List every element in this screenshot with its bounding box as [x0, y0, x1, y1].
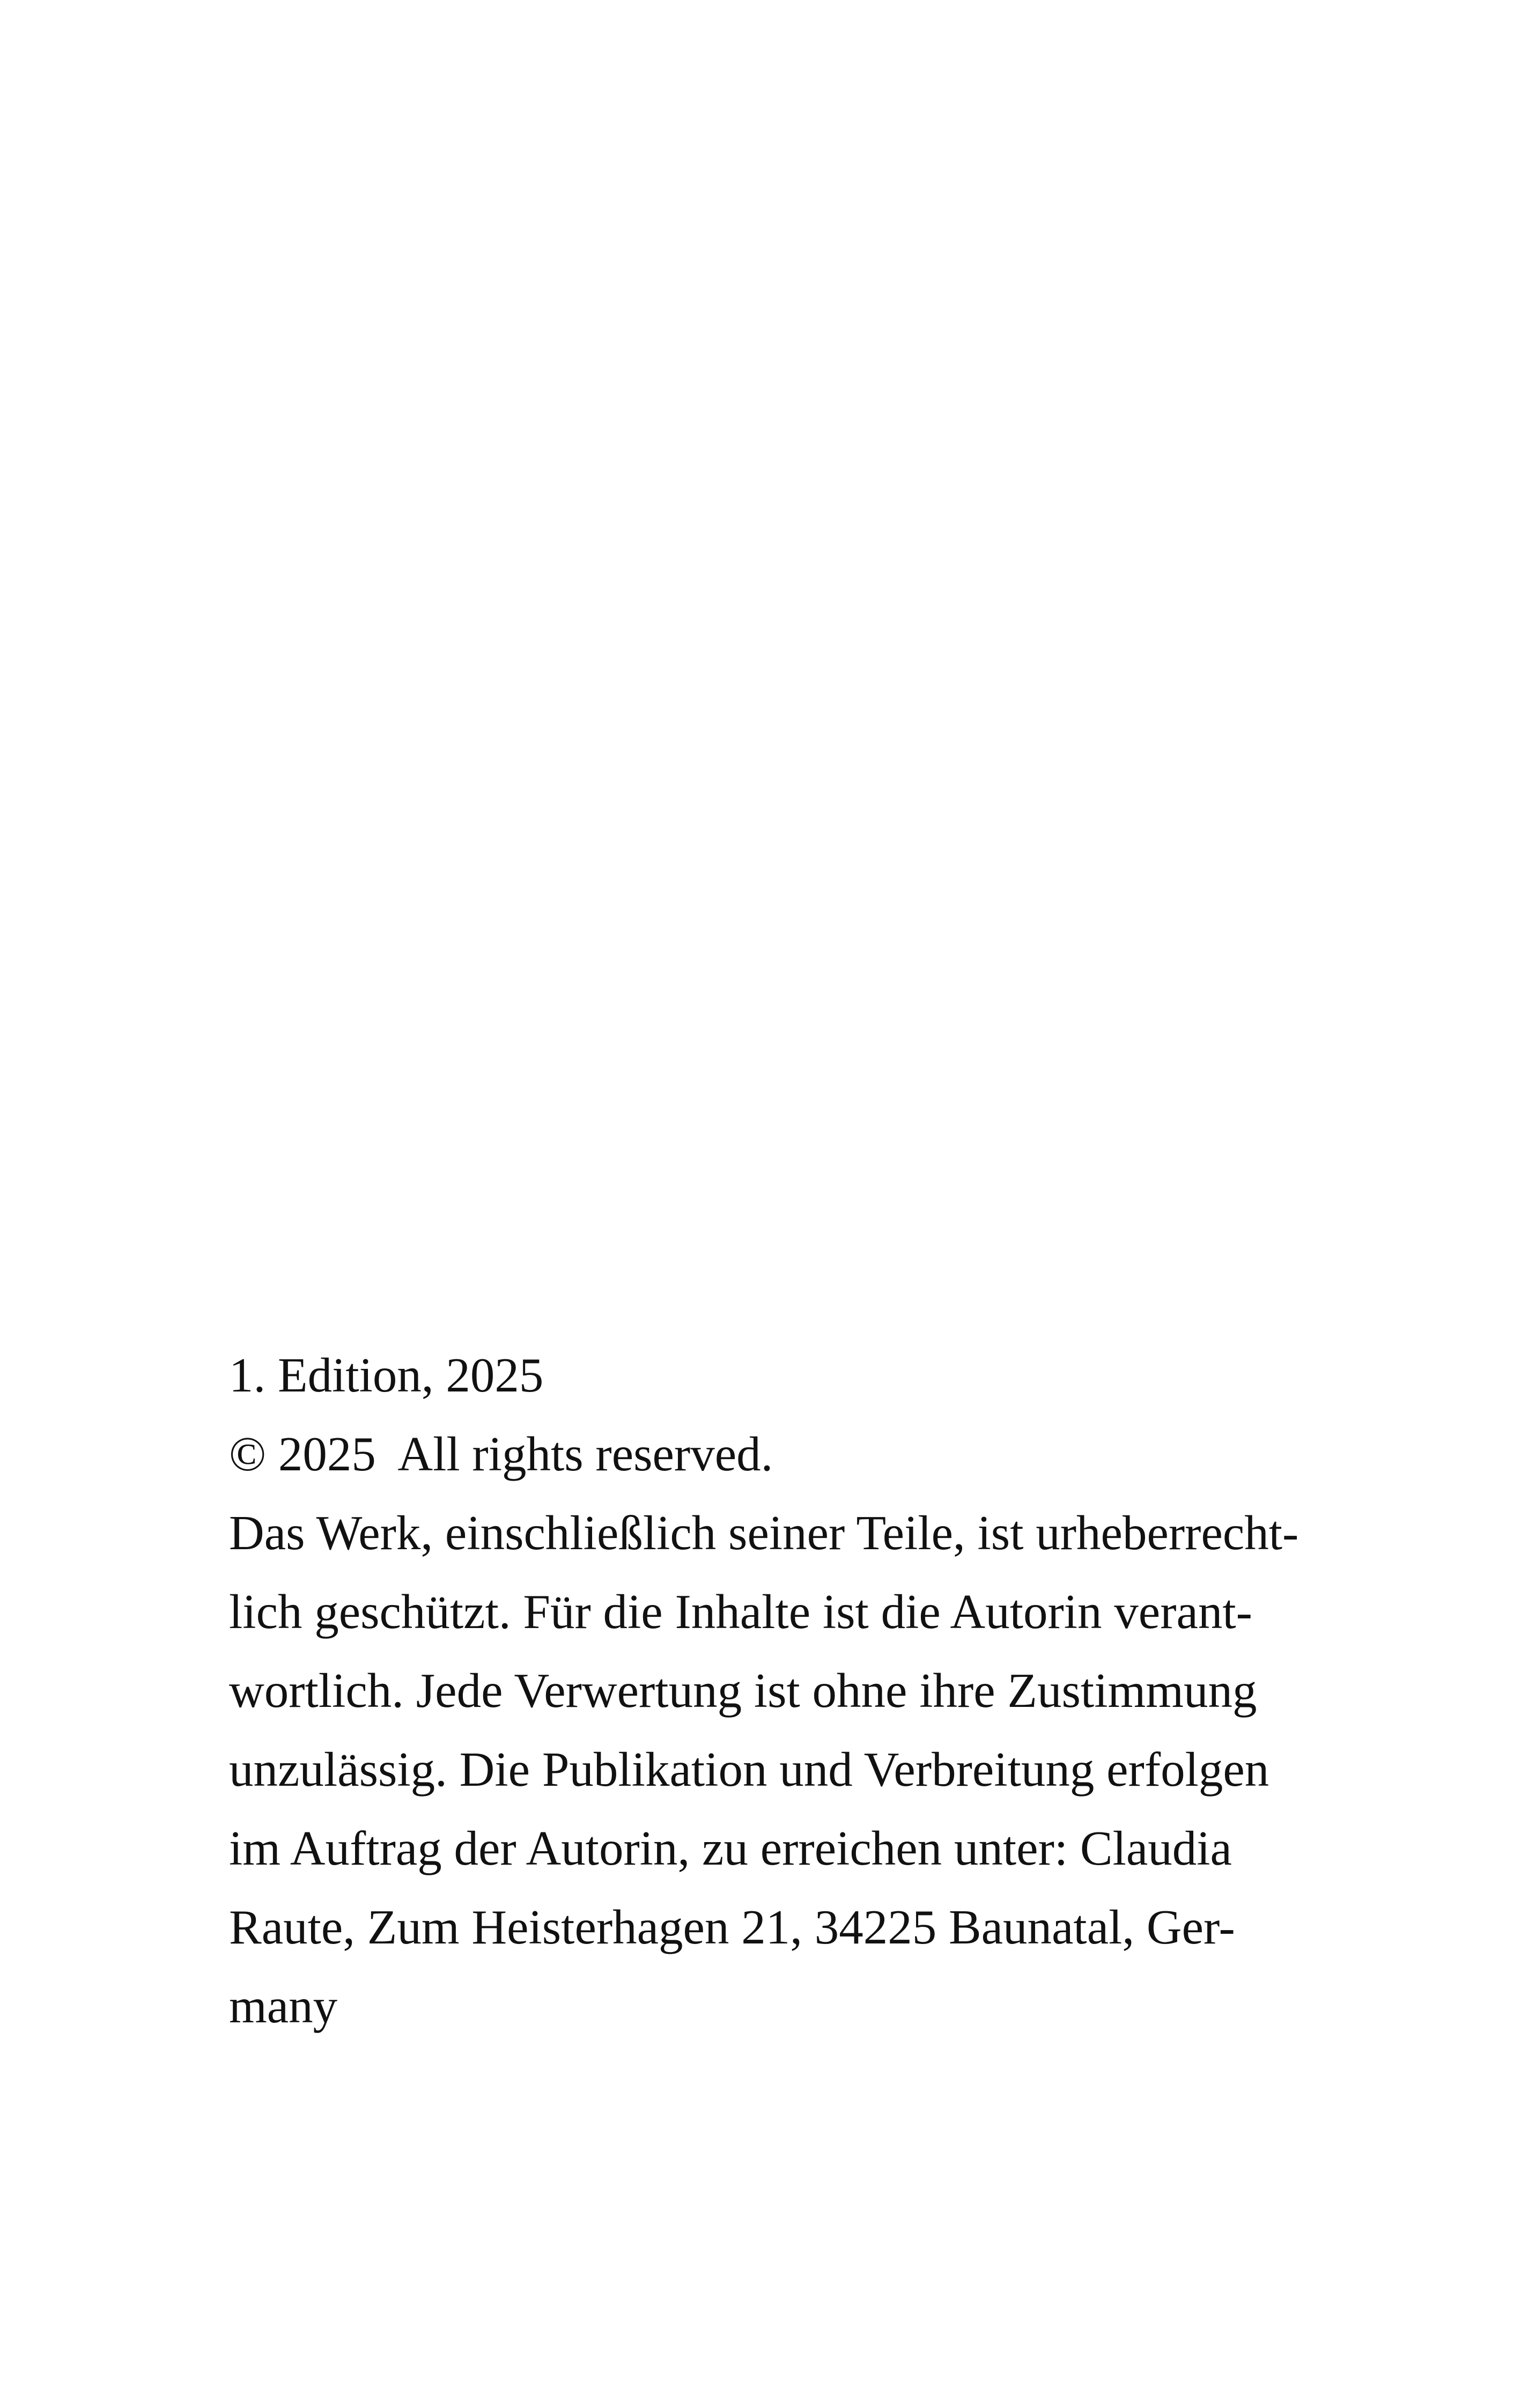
- imprint-text-line: unzulässig. Die Publikation und Verbreitung erfolgen: [229, 1742, 1269, 1796]
- imprint-text-line: Das Werk, einschließlich seiner Teile, ist urheberrecht-: [229, 1506, 1299, 1560]
- edition-line: 1. Edition, 2025: [229, 1348, 544, 1402]
- imprint-text-line: many: [229, 1979, 338, 2033]
- imprint-text-line: Raute, Zum Heisterhagen 21, 34225 Baunatal, Ger-: [229, 1900, 1235, 1954]
- imprint-block: [229, 1336, 1355, 2045]
- copyright-line: © 2025 All rights reserved.: [229, 1427, 773, 1481]
- imprint-text-line: wortlich. Jede Verwertung ist ohne ihre Zustimmung: [229, 1663, 1257, 1718]
- imprint-text-line: lich geschützt. Für die Inhalte ist die Autorin verant-: [229, 1585, 1252, 1639]
- imprint-text-line: im Auftrag der Autorin, zu erreichen unter: Claudia: [229, 1821, 1232, 1875]
